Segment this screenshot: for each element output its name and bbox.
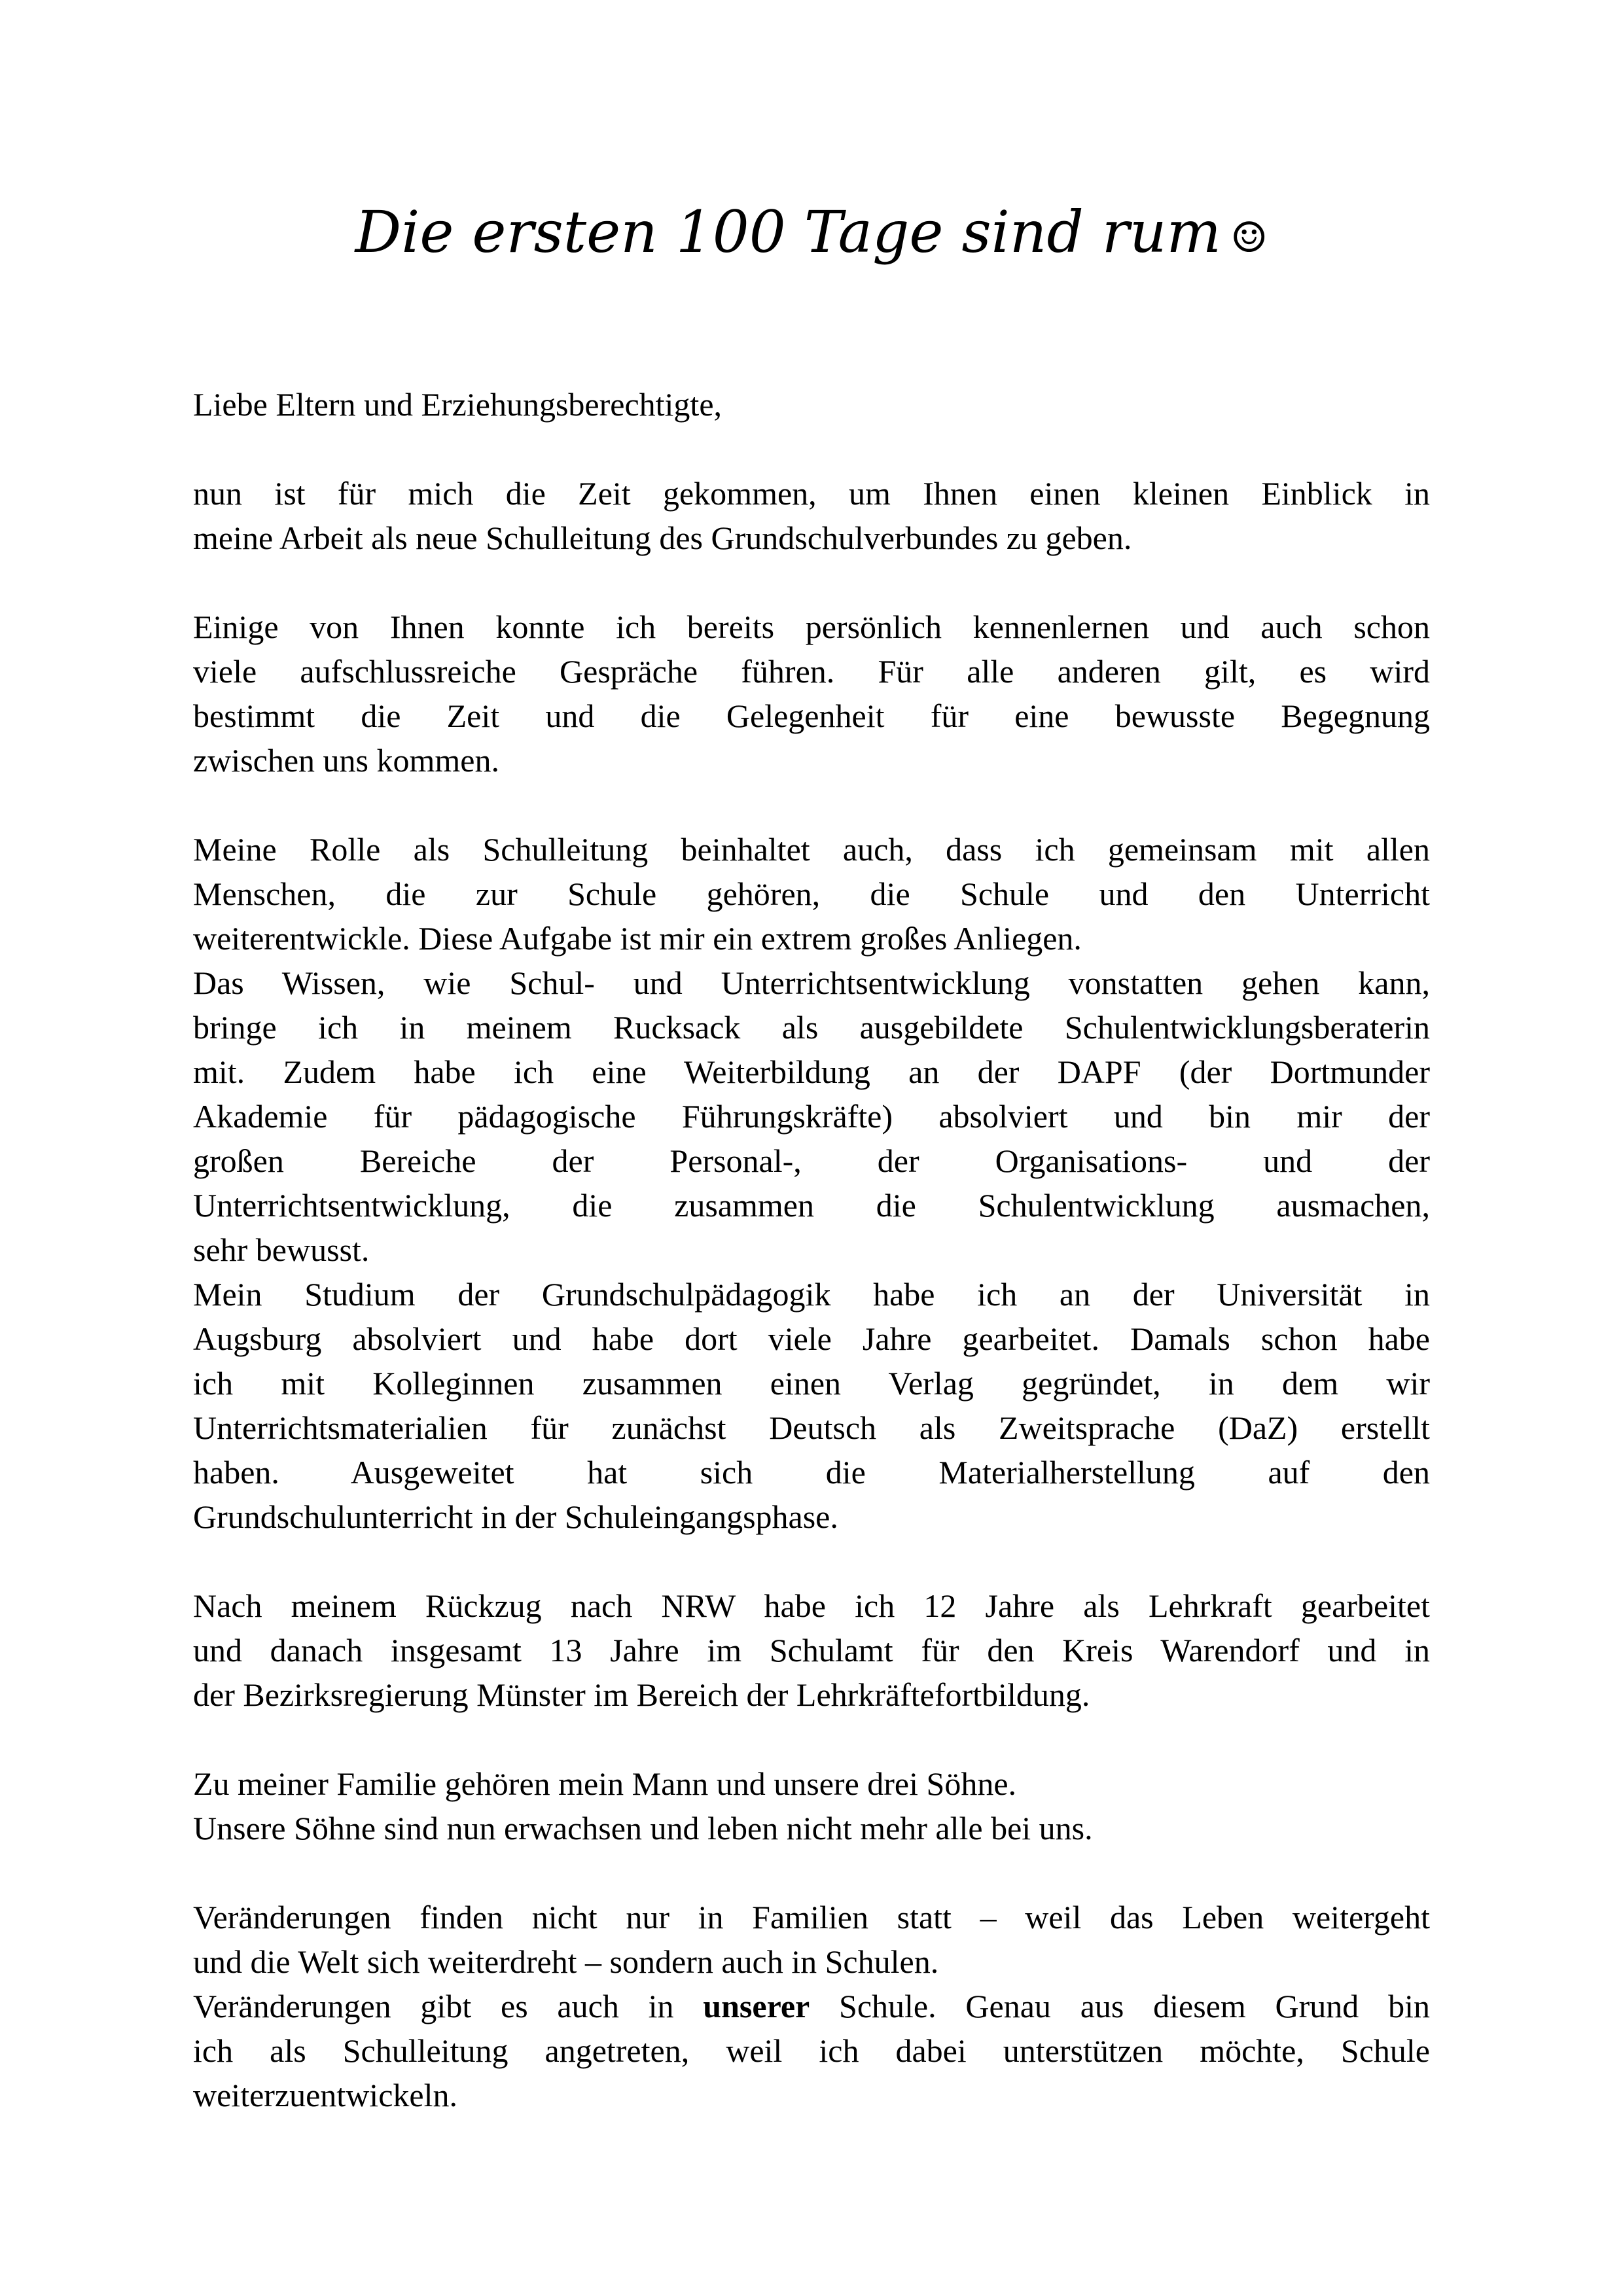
paragraph-kennenlernen — [193, 605, 1430, 783]
letter-body — [193, 382, 1430, 2117]
text-line: Unterrichtsmaterialien für zunächst Deutsch als Zweitsprache (DaZ) erstellt — [193, 1409, 1430, 1446]
text-line: sehr bewusst. — [193, 1231, 370, 1268]
text-line: Meine Rolle als Schulleitung beinhaltet auch, dass ich gemeinsam mit allen — [193, 831, 1430, 868]
text-line: Liebe Eltern und Erziehungsberechtigte, — [193, 386, 722, 423]
text-line: großen Bereiche der Personal-, der Organisations- und der — [193, 1142, 1430, 1179]
text-line: Mein Studium der Grundschulpädagogik habe ich an der Universität in — [193, 1276, 1430, 1313]
text-line: weiterzuentwickeln. — [193, 2077, 457, 2113]
smiley-icon: ☺ — [1230, 214, 1268, 262]
text-line: Das Wissen, wie Schul- und Unterrichtsentwicklung vonstatten gehen kann, — [193, 964, 1430, 1001]
text-line: der Bezirksregierung Münster im Bereich der Lehrkräftefortbildung. — [193, 1676, 1090, 1713]
text-line: Veränderungen finden nicht nur in Familien statt – weil das Leben weitergeht — [193, 1899, 1430, 1935]
text-segment: Veränderungen gibt es auch in — [193, 1988, 704, 2024]
text-line: ich mit Kolleginnen zusammen einen Verlag gegründet, in dem wir — [193, 1365, 1430, 1402]
text-line: Unsere Söhne sind nun erwachsen und leben nicht mehr alle bei uns. — [193, 1810, 1093, 1846]
paragraph-nrw-laufbahn — [193, 1583, 1430, 1717]
paragraph-greeting — [193, 382, 1430, 427]
paragraph-intro — [193, 471, 1430, 560]
text-line: ich als Schulleitung angetreten, weil ich dabei unterstützen möchte, Schule — [193, 2032, 1430, 2069]
text-line: haben. Ausgeweitet hat sich die Materialherstellung auf den — [193, 1454, 1430, 1491]
text-line: meine Arbeit als neue Schulleitung des Grundschulverbundes zu geben. — [193, 520, 1132, 556]
text-line: weiterentwickle. Diese Aufgabe ist mir ein extrem großes Anliegen. — [193, 920, 1082, 957]
paragraph-veraenderungen — [193, 1895, 1430, 2117]
text-line — [193, 1984, 1430, 2028]
text-line: Menschen, die zur Schule gehören, die Schule und den Unterricht — [193, 875, 1430, 912]
text-line: Akademie für pädagogische Führungskräfte) absolviert und bin mir der — [193, 1098, 1430, 1135]
text-line: und danach insgesamt 13 Jahre im Schulamt für den Kreis Warendorf und in — [193, 1632, 1430, 1669]
text-line: Einige von Ihnen konnte ich bereits persönlich kennenlernen und auch schon — [193, 609, 1430, 645]
text-line: viele aufschlussreiche Gespräche führen. Für alle anderen gilt, es wird — [193, 653, 1430, 690]
bold-text-unserer: unserer — [703, 1988, 810, 2024]
text-line: Nach meinem Rückzug nach NRW habe ich 12 Jahre als Lehrkraft gearbeitet — [193, 1587, 1430, 1624]
text-line: und die Welt sich weiterdreht – sondern auch in Schulen. — [193, 1943, 939, 1980]
text-line: zwischen uns kommen. — [193, 742, 499, 779]
text-line: nun ist für mich die Zeit gekommen, um Ihnen einen kleinen Einblick in — [193, 475, 1430, 512]
text-line: Augsburg absolviert und habe dort viele Jahre gearbeitet. Damals schon habe — [193, 1320, 1430, 1357]
text-segment: Schule. Genau aus diesem Grund bin — [810, 1988, 1430, 2024]
text-line: bestimmt die Zeit und die Gelegenheit für eine bewusste Begegnung — [193, 698, 1430, 734]
text-line: Grundschulunterricht in der Schuleingangsphase. — [193, 1498, 838, 1535]
text-line: Zu meiner Familie gehören mein Mann und unsere drei Söhne. — [193, 1765, 1017, 1802]
paragraph-familie — [193, 1761, 1430, 1850]
text-line: Unterrichtsentwicklung, die zusammen die Schulentwicklung ausmachen, — [193, 1187, 1430, 1224]
text-line: bringe ich in meinem Rucksack als ausgebildete Schulentwicklungsberaterin — [193, 1009, 1430, 1046]
text-line: mit. Zudem habe ich eine Weiterbildung an der DAPF (der Dortmunder — [193, 1053, 1430, 1090]
letter-title — [193, 200, 1430, 271]
title-text: Die ersten 100 Tage sind rum — [355, 198, 1221, 266]
paragraph-rolle-und-werdegang — [193, 827, 1430, 1539]
